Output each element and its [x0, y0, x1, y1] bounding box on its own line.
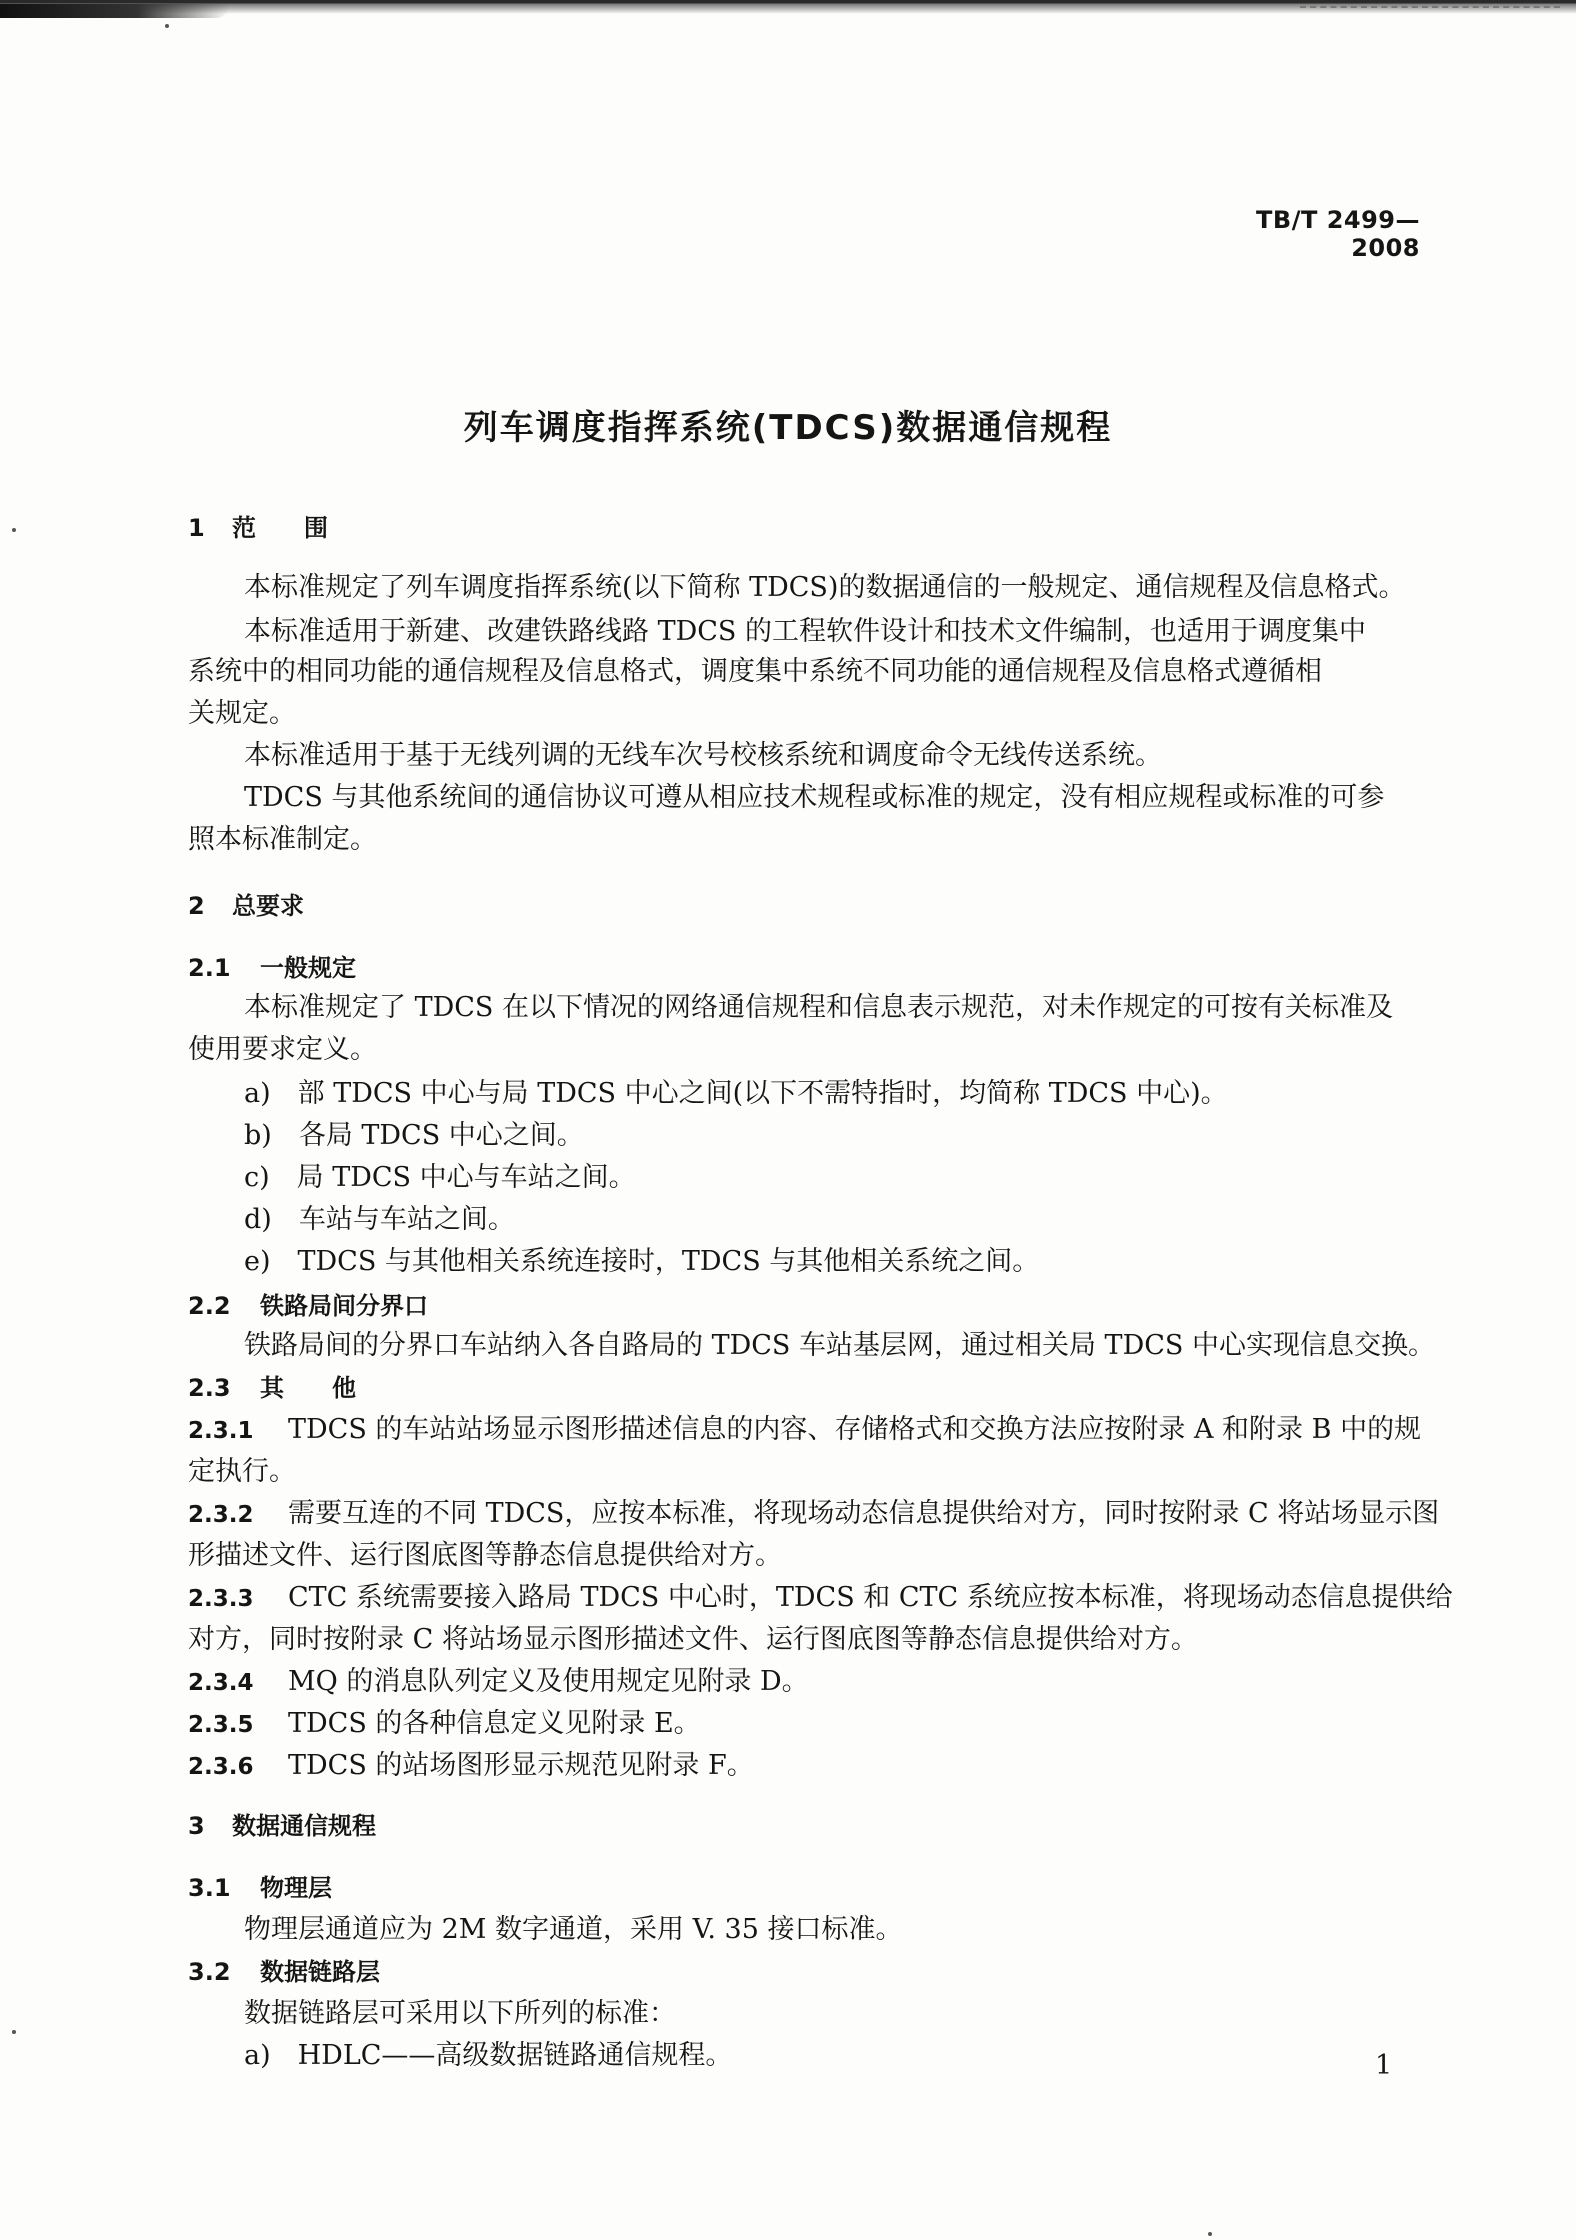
paragraph: 本标准规定了 TDCS 在以下情况的网络通信规程和信息表示规范，对未作规定的可按有关标准及 [244, 992, 1393, 1023]
section-3-heading [188, 1808, 376, 1844]
clause-2-3-2 [188, 1496, 1439, 1533]
clause-number: 2.3.5 [188, 1712, 254, 1738]
list-item: c) 局 TDCS 中心与车站之间。 [244, 1162, 636, 1193]
clause-number: 2.3.2 [188, 1502, 254, 1528]
section-title: 其 他 [260, 1374, 356, 1402]
section-title: 总要求 [232, 892, 304, 920]
section-1-heading [188, 510, 328, 546]
page-number: 1 [1375, 2050, 1393, 2081]
clause-2-3-4 [188, 1664, 809, 1701]
paragraph: 定执行。 [188, 1456, 296, 1487]
clause-number: 2.3.6 [188, 1754, 254, 1780]
paragraph: 物理层通道应为 2M 数字通道，采用 V. 35 接口标准。 [244, 1914, 903, 1945]
paragraph: 铁路局间的分界口车站纳入各自路局的 TDCS 车站基层网，通过相关局 TDCS 中心实现信息交换。 [244, 1330, 1435, 1361]
scan-speck [165, 24, 169, 28]
list-item: d) 车站与车站之间。 [244, 1204, 515, 1235]
clause-number: 2.3.3 [188, 1586, 254, 1612]
section-title: 范 围 [232, 514, 328, 542]
section-number: 2.3 [188, 1374, 231, 1402]
standard-number: TB/T 2499—2008 [1256, 206, 1420, 262]
clause-text: TDCS 的站场图形显示规范见附录 F。 [288, 1750, 754, 1781]
paragraph: 使用要求定义。 [188, 1034, 377, 1065]
scan-speck [12, 2030, 16, 2034]
section-number: 3.1 [188, 1874, 231, 1902]
section-title: 数据通信规程 [232, 1812, 376, 1840]
subsection-2-1-heading [188, 950, 356, 986]
paragraph: 对方，同时按附录 C 将站场显示图形描述文件、运行图底图等静态信息提供给对方。 [188, 1624, 1198, 1655]
section-title: 物理层 [260, 1874, 332, 1902]
clause-2-3-5 [188, 1706, 701, 1743]
clause-text: CTC 系统需要接入路局 TDCS 中心时，TDCS 和 CTC 系统应按本标准，将现场动态信息提供给 [288, 1582, 1453, 1613]
paragraph: 数据链路层可采用以下所列的标准： [244, 1998, 676, 2029]
scan-speck [1208, 2232, 1212, 2236]
clause-text: MQ 的消息队列定义及使用规定见附录 D。 [288, 1666, 809, 1697]
section-number: 1 [188, 514, 205, 542]
paragraph: 本标准规定了列车调度指挥系统(以下简称 TDCS)的数据通信的一般规定、通信规程及信息格式。 [244, 572, 1406, 603]
paragraph: 照本标准制定。 [188, 824, 377, 855]
paragraph: TDCS 与其他系统间的通信协议可遵从相应技术规程或标准的规定，没有相应规程或标准的可参 [244, 782, 1385, 813]
section-title: 铁路局间分界口 [260, 1292, 428, 1320]
section-title: 数据链路层 [260, 1958, 380, 1986]
paragraph: 形描述文件、运行图底图等静态信息提供给对方。 [188, 1540, 782, 1571]
clause-text: TDCS 的车站站场显示图形描述信息的内容、存储格式和交换方法应按附录 A 和附录 B 中的规 [288, 1414, 1422, 1445]
scan-smudge [0, 4, 230, 18]
paragraph: 关规定。 [188, 698, 296, 729]
scan-dash-line [1300, 6, 1560, 8]
list-item: e) TDCS 与其他相关系统连接时，TDCS 与其他相关系统之间。 [244, 1246, 1040, 1277]
clause-number: 2.3.1 [188, 1418, 254, 1444]
section-2-heading [188, 888, 304, 924]
section-title: 一般规定 [260, 954, 356, 982]
section-number: 2.1 [188, 954, 231, 982]
subsection-2-2-heading [188, 1288, 428, 1324]
scan-speck [12, 528, 16, 532]
subsection-3-2-heading [188, 1954, 380, 1990]
clause-2-3-3 [188, 1580, 1453, 1617]
clause-text: TDCS 的各种信息定义见附录 E。 [288, 1708, 701, 1739]
scan-edge-top [0, 0, 1576, 16]
document-title: 列车调度指挥系统(TDCS)数据通信规程 [463, 408, 1113, 448]
subsection-3-1-heading [188, 1870, 332, 1906]
clause-number: 2.3.4 [188, 1670, 254, 1696]
section-number: 3 [188, 1812, 205, 1840]
section-number: 2.2 [188, 1292, 231, 1320]
list-item: b) 各局 TDCS 中心之间。 [244, 1120, 584, 1151]
paragraph: 本标准适用于基于无线列调的无线车次号校核系统和调度命令无线传送系统。 [244, 740, 1162, 771]
section-number: 2 [188, 892, 205, 920]
paragraph: 系统中的相同功能的通信规程及信息格式，调度集中系统不同功能的通信规程及信息格式遵循相 [188, 656, 1322, 687]
section-number: 3.2 [188, 1958, 231, 1986]
subsection-2-3-heading [188, 1370, 356, 1406]
list-item: a) HDLC——高级数据链路通信规程。 [244, 2040, 733, 2071]
list-item: a) 部 TDCS 中心与局 TDCS 中心之间(以下不需特指时，均简称 TDCS 中心)。 [244, 1078, 1228, 1109]
paragraph: 本标准适用于新建、改建铁路线路 TDCS 的工程软件设计和技术文件编制，也适用于调度集中 [244, 616, 1366, 647]
clause-text: 需要互连的不同 TDCS，应按本标准，将现场动态信息提供给对方，同时按附录 C 将站场显示图 [288, 1498, 1440, 1529]
clause-2-3-1 [188, 1412, 1421, 1449]
clause-2-3-6 [188, 1748, 754, 1785]
